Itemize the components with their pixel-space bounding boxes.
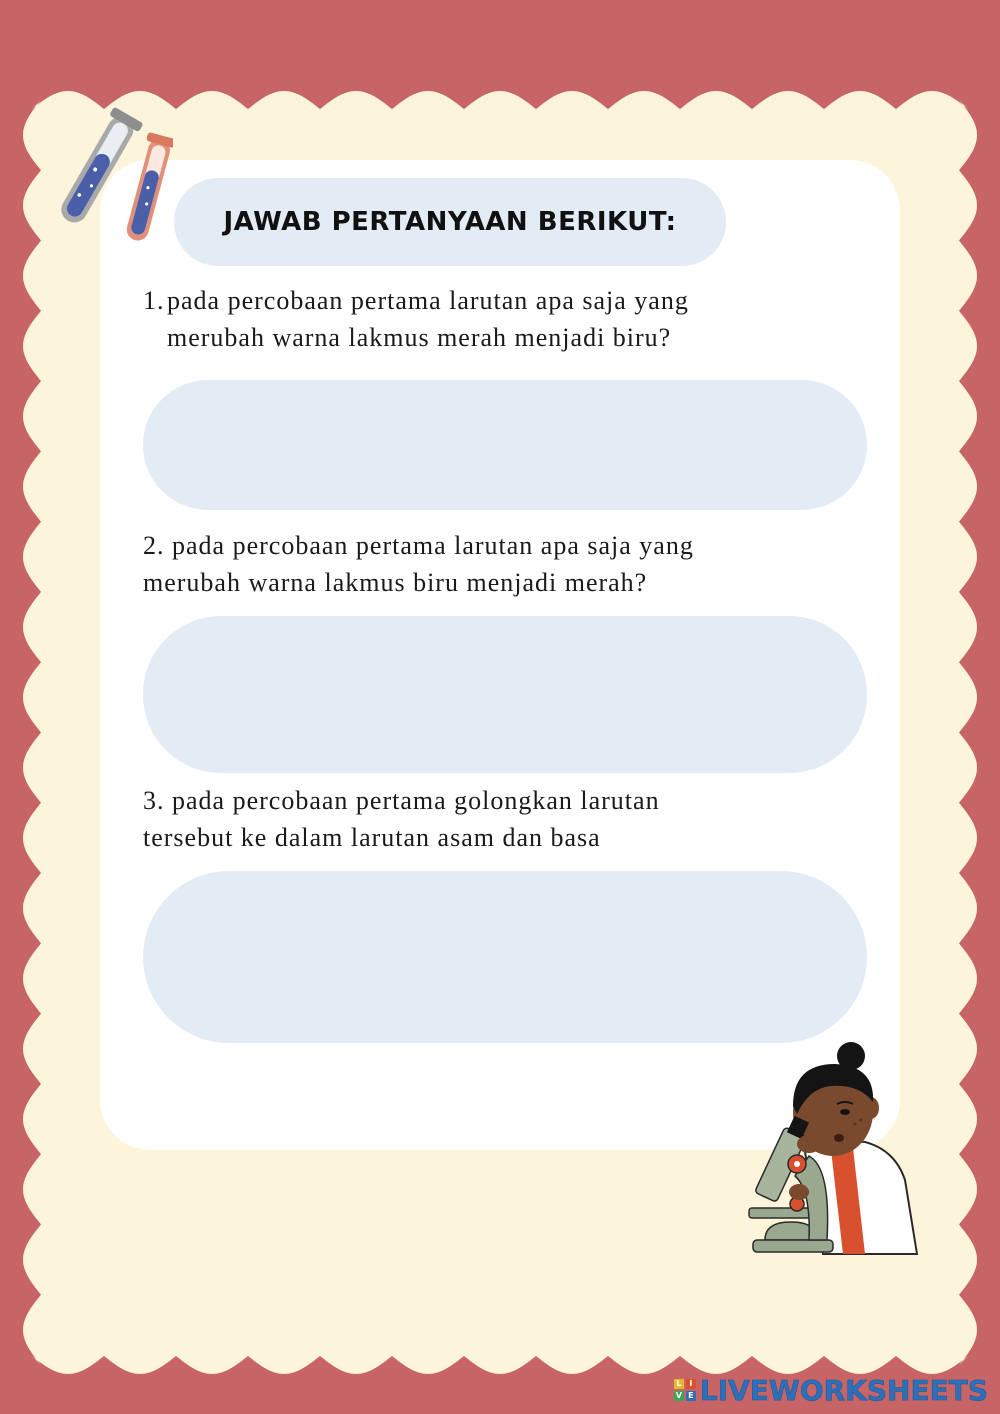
question-3-line-1: 3. pada percobaan pertama golongkan larutan (143, 786, 660, 815)
test-tubes-icon (58, 100, 173, 245)
page-title: JAWAB PERTANYAAN BERIKUT: (223, 207, 677, 237)
answer-field-1[interactable] (143, 380, 867, 510)
question-1 (143, 282, 843, 356)
brand-mark-letter: L (674, 1379, 684, 1389)
question-1-line-2: merubah warna lakmus merah menjadi biru? (167, 323, 672, 352)
answer-field-3[interactable] (143, 871, 867, 1043)
brand-mark-letter: V (675, 1391, 682, 1400)
brand-name: LIVEWORKSHEETS (699, 1373, 988, 1407)
scientist-microscope-icon (735, 1040, 925, 1260)
question-3-line-2: tersebut ke dalam larutan asam dan basa (143, 823, 601, 852)
question-3 (143, 782, 843, 856)
title-pill (174, 178, 726, 266)
question-2-line-1: 2. pada percobaan pertama larutan apa saja yang (143, 531, 694, 560)
answer-field-2[interactable] (143, 616, 867, 773)
question-1-line-1: pada percobaan pertama larutan apa saja yang (167, 286, 689, 315)
brand-mark-icon (674, 1379, 696, 1401)
brand-mark-letter: I (686, 1379, 696, 1389)
question-2 (143, 527, 843, 601)
question-1-number: 1. (143, 286, 165, 315)
question-2-line-2: merubah warna lakmus biru menjadi merah? (143, 568, 648, 597)
brand-mark-letter: E (686, 1391, 696, 1401)
brand-logo (674, 1372, 988, 1408)
